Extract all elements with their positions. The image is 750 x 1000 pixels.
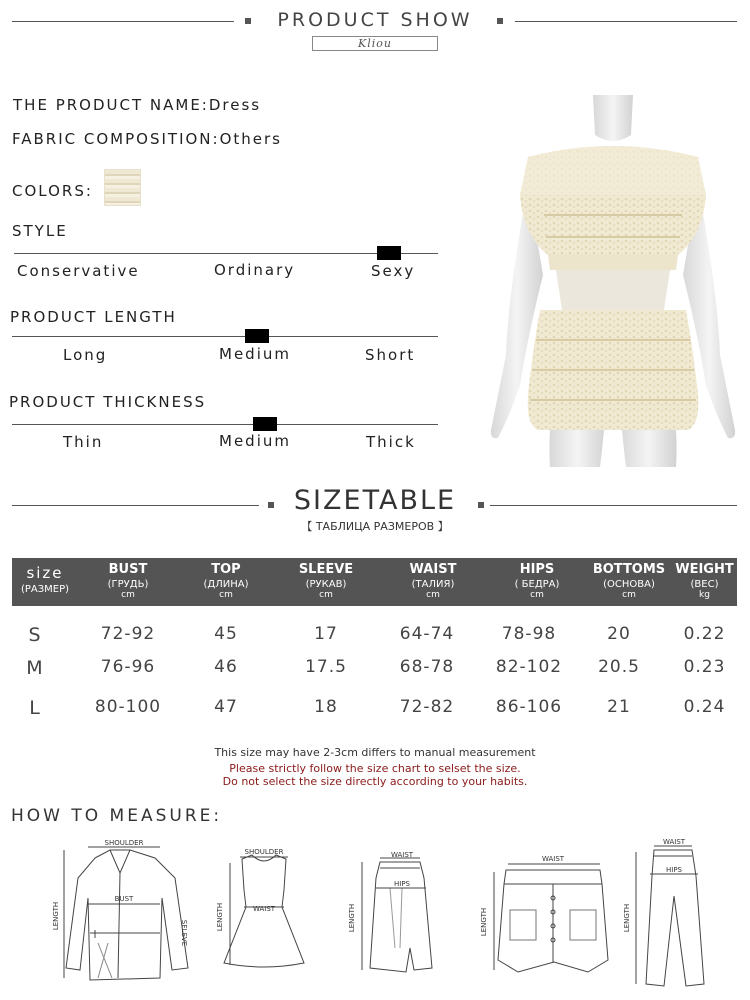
product-name-row [13,96,261,114]
sizetable-rule-right [490,505,737,506]
table-cell: 17 [314,624,338,644]
fabric-row [12,130,282,148]
waist-label: WAIST [252,905,276,913]
brand-name: Kliou [312,36,438,51]
length-label: LENGTH [216,902,224,932]
col-size: size (РАЗМЕР) [20,564,70,595]
sizetable-title: SIZETABLE [293,485,457,516]
sleeve-label: SELEVE [180,919,188,947]
table-cell: 47 [214,697,238,717]
scale-length-option: Medium [219,345,291,363]
col-weight: WEIGHT (ВЕС) kg [675,562,734,600]
fabric-label: FABRIC COMPOSITION: [12,130,220,148]
col-bust: BUST (ГРУДЬ) cm [107,562,149,600]
table-cell: 0.24 [683,697,726,717]
sizetable-subtitle: 【 ТАБЛИЦА РАЗМЕРОВ 】 [301,520,449,533]
hips-label: HIPS [666,866,682,874]
table-cell: 45 [214,624,238,644]
table-cell: 21 [607,697,631,717]
scale-thickness-option: Thin [63,433,104,451]
length-label: LENGTH [480,907,488,937]
shoulder-label: SHOULDER [244,848,284,856]
length-label: LENGTH [623,903,631,933]
waist-label: WAIST [390,851,414,859]
shorts-skirt-diagram [478,850,618,990]
pencil-skirt-diagram [340,848,450,988]
header-rule-left [12,21,234,22]
hips-label: HIPS [394,880,410,888]
length-label: LENGTH [348,903,356,933]
page-title: PRODUCT SHOW [277,9,473,31]
scale-length-title: PRODUCT LENGTH [10,308,177,326]
product-name-value: Dress [208,96,262,114]
scale-thickness-option: Medium [219,432,291,450]
scale-length-option: Long [63,346,108,364]
scale-length-option: Short [365,346,416,364]
scale-length-marker [245,329,269,343]
table-cell: 20 [607,624,631,644]
table-cell: M [26,657,44,679]
scale-style-option: Sexy [371,262,416,280]
waist-label: WAIST [662,838,686,846]
table-cell: 20.5 [598,657,640,677]
dress-diagram [212,845,312,985]
table-cell: 72-82 [399,697,455,717]
table-cell: 0.23 [683,657,726,677]
col-bottoms: BOTTOMS (ОСНОВА) cm [592,562,666,600]
pants-diagram [620,836,725,992]
header-dot-left [245,18,251,24]
measurement-note: This size may have 2-3cm differs to manual measurement [214,746,536,759]
waist-label: WAIST [541,855,565,863]
scale-style-option: Ordinary [214,261,296,279]
how-to-measure-title: HOW TO MEASURE: [11,806,223,826]
scale-style-line [14,253,438,254]
col-waist: WAIST (ТАЛИЯ) cm [409,562,457,600]
col-top: TOP (ДЛИНА) cm [203,562,249,600]
sizetable-rule-left [12,505,259,506]
table-cell: 76-96 [100,657,156,677]
table-cell: 86-106 [495,697,563,717]
scale-style-marker [377,246,401,260]
product-photo[interactable] [488,95,738,467]
scale-length-line [12,336,438,337]
col-sleeve: SLEEVE (РУКАВ) cm [298,562,354,600]
scale-style-title: STYLE [12,222,68,240]
jacket-diagram [50,838,200,988]
table-cell: 72-92 [100,624,156,644]
sizetable-dot-right [478,502,484,508]
size-warning-line: Please strictly follow the size chart to selset the size. [229,762,521,775]
table-cell: 64-74 [399,624,455,644]
size-table-header [12,558,737,606]
header-rule-right [515,21,737,22]
size-warning [150,762,600,788]
table-cell: S [28,624,42,646]
shoulder-label: SHOULDER [104,839,144,847]
table-cell: 46 [214,657,238,677]
scale-thickness-title: PRODUCT THICKNESS [9,393,207,411]
fabric-value: Others [219,130,282,148]
size-warning-line: Do not select the size directly according to your habits. [222,775,528,788]
color-swatch[interactable] [104,169,141,206]
bust-label: BUST [114,895,134,903]
scale-thickness-option: Thick [366,433,416,451]
scale-thickness-line [12,424,438,425]
table-cell: 68-78 [399,657,455,677]
table-cell: L [29,697,41,719]
colors-label: COLORS: [12,182,93,200]
table-cell: 82-102 [495,657,563,677]
col-hips: HIPS ( БЕДРА) cm [514,562,560,600]
length-label: LENGTH [52,901,60,931]
table-cell: 78-98 [501,624,557,644]
table-cell: 17.5 [305,657,347,677]
table-cell: 0.22 [683,624,726,644]
table-cell: 80-100 [94,697,162,717]
table-cell: 18 [314,697,338,717]
header-dot-right [497,18,503,24]
scale-style-option: Conservative [17,262,140,280]
product-name-label: THE PRODUCT NAME: [13,96,209,114]
scale-thickness-marker [253,417,277,431]
